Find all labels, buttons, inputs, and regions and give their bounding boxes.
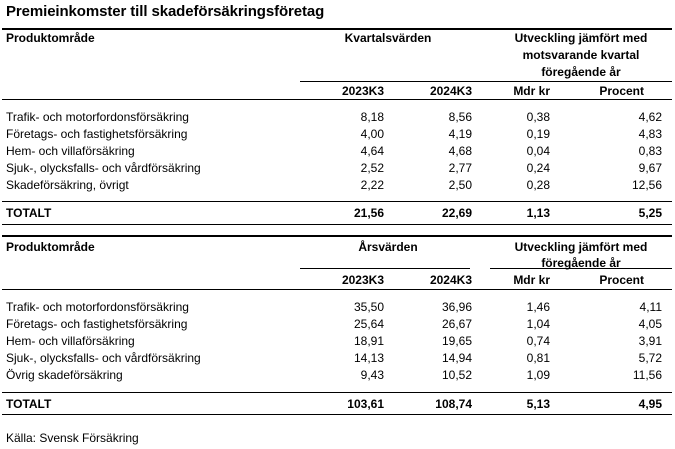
cell-2023: 14,13 <box>353 351 384 365</box>
column-header-2023: 2023K3 <box>341 84 384 98</box>
header-bottom-border <box>2 99 672 100</box>
cell-mdr-kr: 1,04 <box>526 317 550 331</box>
cell-2024: 4,19 <box>448 127 472 141</box>
total-mdr-kr: 5,13 <box>526 397 550 411</box>
cell-2023: 18,91 <box>353 334 384 348</box>
cell-procent: 0,83 <box>638 144 662 158</box>
cell-2024: 36,96 <box>441 300 472 314</box>
cell-2024: 19,65 <box>441 334 472 348</box>
column-header-procent: Procent <box>599 84 644 98</box>
column-header-mdr-kr: Mdr kr <box>513 84 550 98</box>
group-header-development-line3: föregående år <box>541 65 621 79</box>
header-divider <box>300 81 672 82</box>
cell-mdr-kr: 0,74 <box>526 334 550 348</box>
row-label: Trafik- och motorfordonsförsäkring <box>6 110 189 124</box>
cell-procent: 4,11 <box>639 300 662 314</box>
group-header-values: Kvartalsvärden <box>344 31 432 45</box>
table-bottom-border <box>2 414 672 415</box>
cell-2024: 2,50 <box>448 178 472 192</box>
cell-2024: 2,77 <box>448 161 472 175</box>
cell-mdr-kr: 0,28 <box>526 178 550 192</box>
group-header-development-line1: Utveckling jämfört med <box>514 240 648 254</box>
cell-2023: 9,43 <box>360 368 384 382</box>
cell-2024: 4,68 <box>448 144 472 158</box>
cell-procent: 12,56 <box>631 178 662 192</box>
source-note: Källa: Svensk Försäkring <box>6 431 139 445</box>
cell-2024: 10,52 <box>441 368 472 382</box>
cell-mdr-kr: 0,19 <box>526 127 550 141</box>
cell-mdr-kr: 0,81 <box>526 351 550 365</box>
row-label: Trafik- och motorfordonsförsäkring <box>6 300 189 314</box>
cell-procent: 4,83 <box>638 127 662 141</box>
row-label: Hem- och villaförsäkring <box>6 334 135 348</box>
cell-procent: 11,56 <box>632 368 662 382</box>
header-bottom-border <box>2 289 672 290</box>
column-header-2024: 2024K3 <box>429 273 472 287</box>
total-label: TOTALT <box>6 206 52 220</box>
cell-2023: 35,50 <box>353 300 384 314</box>
row-label: Hem- och villaförsäkring <box>6 144 135 158</box>
row-label: Övrig skadeförsäkring <box>6 368 123 382</box>
cell-procent: 5,72 <box>638 351 662 365</box>
total-2024: 108,74 <box>435 397 472 411</box>
total-top-border <box>2 392 672 393</box>
cell-mdr-kr: 0,38 <box>526 110 550 124</box>
row-label: Sjuk-, olycksfalls- och vårdförsäkring <box>6 351 201 365</box>
group-header-values: Årsvärden <box>358 240 418 254</box>
group-header-development-line1: Utveckling jämfört med <box>514 31 648 45</box>
page-title: Premieinkomster till skadeförsäkringsföretag <box>6 3 325 20</box>
row-label: Skadeförsäkring, övrigt <box>6 178 129 192</box>
total-procent: 4,95 <box>638 397 662 411</box>
cell-2024: 14,94 <box>441 351 472 365</box>
product-header: Produktområde <box>6 31 95 45</box>
total-2023: 21,56 <box>353 206 384 220</box>
row-label: Sjuk-, olycksfalls- och vårdförsäkring <box>6 161 201 175</box>
cell-procent: 4,62 <box>638 110 662 124</box>
cell-2023: 2,52 <box>360 161 384 175</box>
total-top-border <box>2 201 672 202</box>
column-header-procent: Procent <box>599 273 644 287</box>
cell-mdr-kr: 0,04 <box>526 144 550 158</box>
column-header-2024: 2024K3 <box>429 84 472 98</box>
cell-2024: 8,56 <box>448 110 472 124</box>
cell-procent: 9,67 <box>638 161 662 175</box>
header-divider-left <box>300 268 470 269</box>
cell-procent: 3,91 <box>638 334 662 348</box>
cell-2023: 8,18 <box>360 110 384 124</box>
table-bottom-border <box>2 224 672 225</box>
header-divider-right <box>490 268 672 269</box>
group-header-development-line2: föregående år <box>541 256 621 270</box>
group-header-development-line2: motsvarande kvartal <box>522 48 640 62</box>
cell-mdr-kr: 1,09 <box>526 368 550 382</box>
table-top-border <box>2 28 672 30</box>
total-label: TOTALT <box>6 397 52 411</box>
cell-mdr-kr: 1,46 <box>526 300 550 314</box>
cell-mdr-kr: 0,24 <box>526 161 550 175</box>
total-2023: 103,61 <box>347 397 384 411</box>
cell-procent: 4,05 <box>638 317 662 331</box>
cell-2023: 4,00 <box>360 127 384 141</box>
cell-2023: 4,64 <box>360 144 384 158</box>
column-header-mdr-kr: Mdr kr <box>513 273 550 287</box>
product-header: Produktområde <box>6 240 95 254</box>
total-procent: 5,25 <box>638 206 662 220</box>
cell-2023: 2,22 <box>360 178 384 192</box>
cell-2024: 26,67 <box>441 317 472 331</box>
column-header-2023: 2023K3 <box>341 273 384 287</box>
row-label: Företags- och fastighetsförsäkring <box>6 127 188 141</box>
table-top-border <box>2 235 672 237</box>
total-2024: 22,69 <box>441 206 472 220</box>
cell-2023: 25,64 <box>353 317 384 331</box>
total-mdr-kr: 1,13 <box>526 206 550 220</box>
row-label: Företags- och fastighetsförsäkring <box>6 317 188 331</box>
